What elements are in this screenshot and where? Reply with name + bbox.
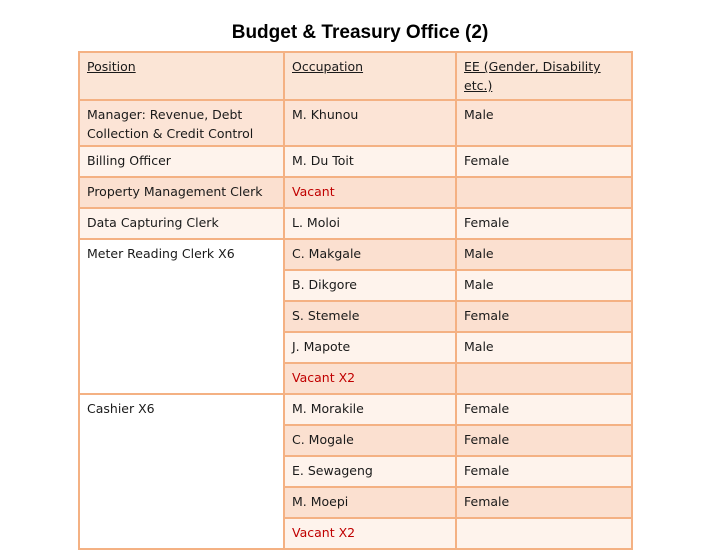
header-position: Position — [79, 52, 284, 100]
cell-position: Manager: Revenue, Debt Collection & Credit Control — [79, 100, 284, 146]
staff-table — [78, 51, 633, 550]
cell-ee: Female — [456, 425, 632, 456]
cell-occupation: Vacant X2 — [284, 518, 456, 549]
cell-ee: Female — [456, 394, 632, 425]
header-occupation: Occupation — [284, 52, 456, 100]
cell-ee: Female — [456, 301, 632, 332]
table-row — [79, 208, 632, 239]
table-row — [79, 100, 632, 146]
cell-occupation: B. Dikgore — [284, 270, 456, 301]
table-row — [79, 394, 632, 425]
cell-occupation: J. Mapote — [284, 332, 456, 363]
cell-occupation: S. Stemele — [284, 301, 456, 332]
cell-ee: Female — [456, 208, 632, 239]
cell-ee: Female — [456, 456, 632, 487]
cell-position: Property Management Clerk — [79, 177, 284, 208]
page-title: Budget & Treasury Office (2) — [231, 22, 489, 43]
cell-occupation: E. Sewageng — [284, 456, 456, 487]
cell-ee: Male — [456, 100, 632, 146]
table-header-row — [79, 52, 632, 100]
cell-occupation: L. Moloi — [284, 208, 456, 239]
cell-position: Data Capturing Clerk — [79, 208, 284, 239]
cell-occupation: Vacant — [284, 177, 456, 208]
cell-ee: Female — [456, 487, 632, 518]
cell-position: Billing Officer — [79, 146, 284, 177]
cell-position: Meter Reading Clerk X6 — [79, 239, 284, 394]
cell-occupation: M. Du Toit — [284, 146, 456, 177]
table-row — [79, 239, 632, 270]
cell-ee: Female — [456, 146, 632, 177]
cell-occupation: C. Makgale — [284, 239, 456, 270]
cell-ee — [456, 363, 632, 394]
cell-occupation: M. Khunou — [284, 100, 456, 146]
cell-occupation: M. Moepi — [284, 487, 456, 518]
cell-occupation: M. Morakile — [284, 394, 456, 425]
cell-ee: Male — [456, 239, 632, 270]
cell-occupation: C. Mogale — [284, 425, 456, 456]
table-row — [79, 177, 632, 208]
cell-ee — [456, 518, 632, 549]
cell-occupation: Vacant X2 — [284, 363, 456, 394]
cell-position: Cashier X6 — [79, 394, 284, 549]
cell-ee: Male — [456, 270, 632, 301]
cell-ee: Male — [456, 332, 632, 363]
table-row — [79, 146, 632, 177]
cell-ee — [456, 177, 632, 208]
header-ee: EE (Gender, Disability etc.) — [456, 52, 632, 100]
